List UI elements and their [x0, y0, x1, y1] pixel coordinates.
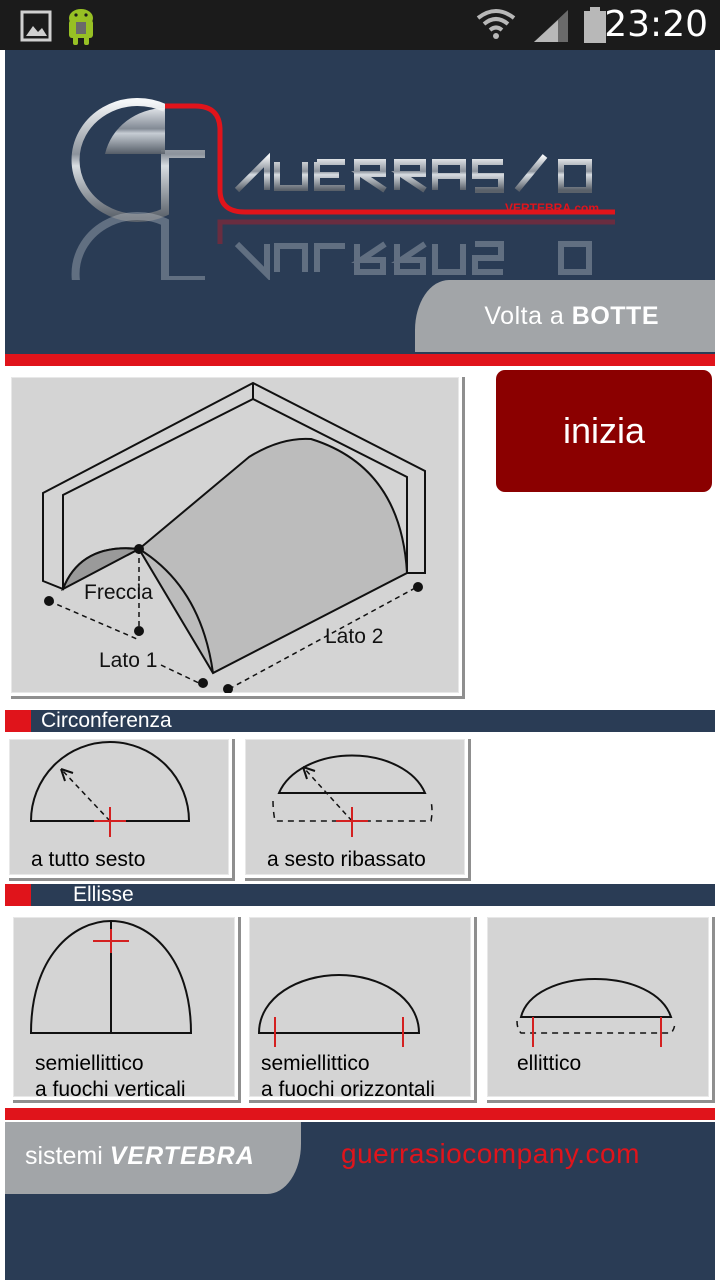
page-title: Volta a BOTTE	[484, 302, 659, 330]
wifi-icon	[476, 6, 516, 44]
status-bar	[0, 0, 720, 50]
footer-brand: sistemi VERTEBRA	[25, 1142, 255, 1170]
footer	[5, 1122, 715, 1280]
option-label: semiellittico a fuochi orizzontali	[261, 1052, 435, 1101]
section-ellipse-title: Ellisse	[73, 883, 134, 906]
option-label: a tutto sesto	[31, 848, 146, 871]
label-freccia: Freccia	[84, 581, 153, 604]
fuochi-orizzontali-icon	[249, 917, 471, 1047]
android-icon	[64, 6, 98, 46]
section-circle-title: Circonferenza	[41, 709, 172, 732]
option-label: semiellittico a fuochi verticali	[35, 1052, 186, 1101]
logo-subtitle: VERTEBRA.com	[505, 201, 600, 215]
clock: 23:20	[604, 4, 708, 45]
option-fuochi-verticali[interactable]	[10, 914, 238, 1100]
signal-icon	[532, 8, 570, 44]
option-ellittico[interactable]	[484, 914, 712, 1100]
option-fuochi-orizzontali[interactable]	[246, 914, 474, 1100]
option-sesto-ribassato[interactable]	[242, 736, 468, 878]
label-lato1: Lato 1	[99, 649, 158, 672]
section-circle-header	[5, 710, 715, 732]
option-label: ellittico	[517, 1052, 582, 1075]
tutto-sesto-icon	[9, 739, 229, 839]
footer-website-link[interactable]: guerrasiocompany.com	[341, 1138, 640, 1169]
sesto-ribassato-icon	[245, 739, 465, 839]
guerrasio-logo	[5, 50, 715, 280]
label-lato2: Lato 2	[325, 625, 384, 648]
section-ellipse-header	[5, 884, 715, 906]
gallery-icon	[20, 10, 52, 42]
option-tutto-sesto[interactable]	[6, 736, 232, 878]
start-button[interactable]: inizia	[496, 370, 712, 492]
vault-diagram-tile	[8, 374, 462, 696]
app-header	[5, 50, 715, 354]
ellittico-icon	[487, 917, 709, 1047]
barrel-vault-diagram	[11, 377, 459, 693]
fuochi-verticali-icon	[13, 917, 235, 1047]
red-divider	[5, 354, 715, 366]
red-divider-footer	[5, 1108, 715, 1120]
option-label: a sesto ribassato	[267, 848, 426, 871]
